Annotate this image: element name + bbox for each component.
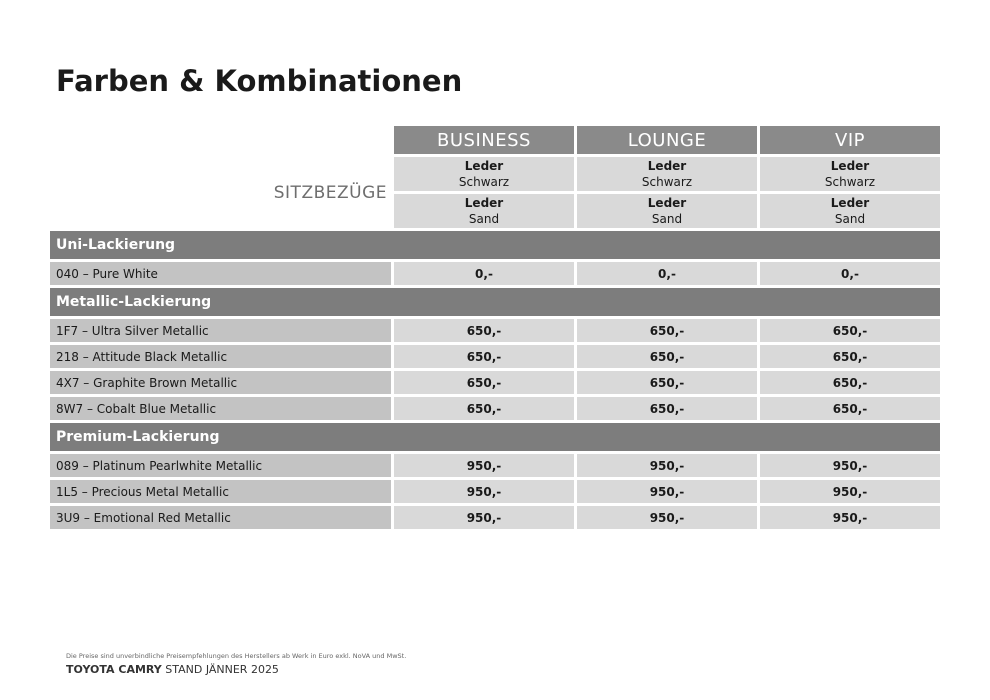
page-title: Farben & Kombinationen bbox=[56, 64, 463, 98]
section-title: Uni-Lackierung bbox=[50, 231, 940, 259]
seat-material: Leder bbox=[647, 196, 687, 210]
seat-material: Leder bbox=[464, 196, 504, 210]
seat-color: Schwarz bbox=[641, 175, 693, 189]
color-row bbox=[50, 345, 940, 368]
header-spacer bbox=[50, 126, 391, 154]
section-header-metallic bbox=[50, 288, 940, 316]
price-cell: 0,- bbox=[577, 262, 757, 285]
section-header-premium bbox=[50, 423, 940, 451]
color-row bbox=[50, 397, 940, 420]
price-cell: 650,- bbox=[577, 319, 757, 342]
price-cell: 650,- bbox=[577, 345, 757, 368]
seat-cover-cell bbox=[577, 157, 757, 191]
seat-cover-cell bbox=[394, 194, 574, 228]
footer-stand-date: STAND JÄNNER 2025 bbox=[165, 663, 279, 676]
seat-color: Sand bbox=[651, 212, 683, 226]
trim-header-vip: VIP bbox=[760, 126, 940, 154]
color-row bbox=[50, 371, 940, 394]
price-cell: 650,- bbox=[577, 371, 757, 394]
seat-material: Leder bbox=[830, 159, 870, 173]
footer-disclaimer: Die Preise sind unverbindliche Preisempfehlungen des Herstellers ab Werk in Euro exkl. NoVA und MwSt. bbox=[66, 652, 407, 660]
price-cell: 950,- bbox=[394, 480, 574, 503]
color-row bbox=[50, 262, 940, 285]
seat-cover-cell bbox=[760, 194, 940, 228]
seat-material: Leder bbox=[647, 159, 687, 173]
color-row bbox=[50, 506, 940, 529]
seat-cover-cell bbox=[394, 157, 574, 191]
seat-material: Leder bbox=[464, 159, 504, 173]
price-cell: 950,- bbox=[760, 506, 940, 529]
seat-color: Sand bbox=[468, 212, 500, 226]
seat-cover-label: SITZBEZÜGE bbox=[50, 157, 391, 228]
trim-header-business: BUSINESS bbox=[394, 126, 574, 154]
color-row bbox=[50, 319, 940, 342]
price-cell: 950,- bbox=[760, 480, 940, 503]
price-cell: 950,- bbox=[394, 506, 574, 529]
color-name: 089 – Platinum Pearlwhite Metallic bbox=[50, 454, 391, 477]
color-name: 040 – Pure White bbox=[50, 262, 391, 285]
price-cell: 950,- bbox=[760, 454, 940, 477]
seat-cover-row bbox=[50, 157, 940, 191]
color-row bbox=[50, 454, 940, 477]
seat-color: Schwarz bbox=[458, 175, 510, 189]
section-title: Metallic-Lackierung bbox=[50, 288, 940, 316]
price-cell: 950,- bbox=[394, 454, 574, 477]
seat-color: Schwarz bbox=[824, 175, 876, 189]
color-name: 8W7 – Cobalt Blue Metallic bbox=[50, 397, 391, 420]
footer-brand-line bbox=[66, 663, 279, 676]
color-name: 1L5 – Precious Metal Metallic bbox=[50, 480, 391, 503]
price-cell: 0,- bbox=[394, 262, 574, 285]
seat-cover-cell bbox=[577, 194, 757, 228]
trim-header-row bbox=[50, 126, 940, 154]
color-row bbox=[50, 480, 940, 503]
price-cell: 650,- bbox=[760, 397, 940, 420]
seat-color: Sand bbox=[834, 212, 866, 226]
footer-model-name: TOYOTA CAMRY bbox=[66, 663, 162, 676]
price-cell: 950,- bbox=[577, 506, 757, 529]
color-name: 218 – Attitude Black Metallic bbox=[50, 345, 391, 368]
color-name: 1F7 – Ultra Silver Metallic bbox=[50, 319, 391, 342]
section-title: Premium-Lackierung bbox=[50, 423, 940, 451]
section-header-uni bbox=[50, 231, 940, 259]
color-price-table bbox=[47, 123, 943, 532]
price-cell: 950,- bbox=[577, 480, 757, 503]
seat-cover-cell bbox=[760, 157, 940, 191]
price-cell: 950,- bbox=[577, 454, 757, 477]
price-cell: 650,- bbox=[577, 397, 757, 420]
trim-header-lounge: LOUNGE bbox=[577, 126, 757, 154]
price-cell: 650,- bbox=[760, 345, 940, 368]
seat-material: Leder bbox=[830, 196, 870, 210]
price-cell: 650,- bbox=[394, 371, 574, 394]
price-cell: 650,- bbox=[394, 345, 574, 368]
price-cell: 650,- bbox=[394, 397, 574, 420]
color-name: 4X7 – Graphite Brown Metallic bbox=[50, 371, 391, 394]
price-cell: 650,- bbox=[760, 371, 940, 394]
price-cell: 650,- bbox=[394, 319, 574, 342]
color-name: 3U9 – Emotional Red Metallic bbox=[50, 506, 391, 529]
price-cell: 0,- bbox=[760, 262, 940, 285]
price-cell: 650,- bbox=[760, 319, 940, 342]
